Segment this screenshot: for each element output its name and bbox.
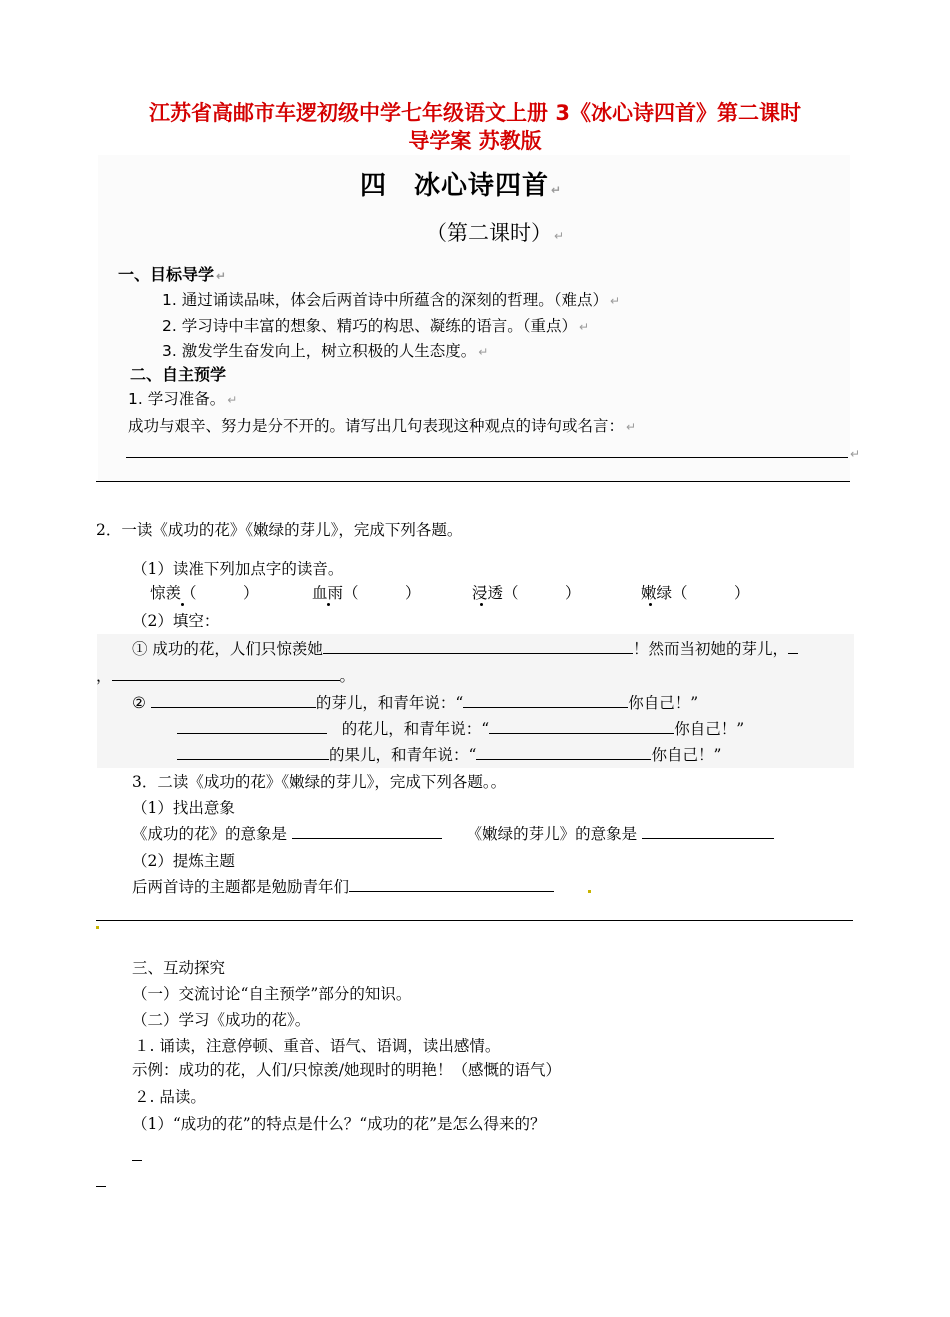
q2-sub1: （1）读准下列加点字的读音。 <box>132 560 344 578</box>
pinyin-item-1: 惊羡（ ） <box>150 584 259 602</box>
blank-line[interactable] <box>476 745 651 760</box>
fill-row-2: 的花儿，和青年说：“ 你自己！” <box>177 719 744 739</box>
answer-line <box>126 457 848 458</box>
answer-line <box>96 920 853 921</box>
blank-line[interactable] <box>642 824 774 839</box>
document-title-line-2: 导学案 苏教版 <box>408 129 542 153</box>
pinyin-item-2: 血雨（ ） <box>312 584 421 602</box>
pinyin-item-4: 嫩绿（ ） <box>641 584 750 602</box>
blank-line[interactable] <box>151 693 316 708</box>
part3-item-2: （二）学习《成功的花》。 <box>132 1011 311 1029</box>
part3-title: 三、互动探究 <box>132 959 226 977</box>
q3-sub2: （2）提炼主题 <box>132 852 235 870</box>
blank-line[interactable] <box>463 693 628 708</box>
blank-line[interactable] <box>349 877 554 892</box>
return-mark-icon: ↵ <box>227 393 238 407</box>
blank-line[interactable] <box>489 719 674 734</box>
emphasis-dot <box>181 603 184 606</box>
blank-line[interactable] <box>292 824 442 839</box>
q2-title: 2．一读《成功的花》《嫩绿的芽儿》，完成下列各题。 <box>96 521 463 539</box>
fill-line-1: ① 成功的花，人们只惊羡她 ！然而当初她的芽儿， <box>132 639 798 659</box>
goal-item-2: 2. 学习诗中丰富的想象、精巧的构思、凝练的语言。（重点） ↵ <box>162 317 590 335</box>
blank-line[interactable] <box>177 745 329 760</box>
return-mark-icon: ↵ <box>554 229 565 243</box>
return-mark-icon: ↵ <box>216 269 227 283</box>
prep-prompt: 成功与艰辛、努力是分不开的。请写出几句表现这种观点的诗句或名言： ↵ <box>128 417 637 435</box>
document-title-line-1: 江苏省高邮市车逻初级中学七年级语文上册 3《冰心诗四首》第二课时 <box>149 101 801 125</box>
answer-line <box>96 481 850 482</box>
return-mark-icon: ↵ <box>551 183 563 197</box>
emphasis-dot <box>480 603 483 606</box>
goal-item-1: 1. 通过诵读品味，体会后两首诗中所蕴含的深刻的哲理。（难点） ↵ <box>162 291 621 309</box>
return-mark-icon: ↵ <box>478 345 489 359</box>
blank-line[interactable] <box>112 666 340 681</box>
section-goals-title: 一、目标导学 ↵ <box>118 265 227 284</box>
yellow-mark <box>96 926 99 929</box>
answer-stub-line <box>96 1186 106 1187</box>
yellow-mark <box>588 890 591 893</box>
emphasis-dot <box>327 603 330 606</box>
lesson-subheading: （第二课时） ↵ <box>426 221 565 245</box>
q3-title: 3．二读《成功的花》《嫩绿的芽儿》，完成下列各题。。 <box>132 773 507 791</box>
emphasis-dot <box>649 603 652 606</box>
part3-question: （1）“成功的花”的特点是什么？“成功的花”是怎么得来的？ <box>132 1115 546 1133</box>
goal-item-3: 3. 激发学生奋发向上，树立积极的人生态度。 ↵ <box>162 342 489 360</box>
q2-sub2: （2）填空： <box>132 612 220 630</box>
answer-stub-line <box>132 1160 142 1161</box>
fill-line-1-cont: ， 。 <box>96 667 356 685</box>
fill-row-3: 的果儿，和青年说：“ 你自己！” <box>177 745 721 765</box>
part3-example: 示例：成功的花，人们/只惊羡/她现时的明艳！（感慨的语气） <box>132 1061 561 1079</box>
part3-item-1: （一）交流讨论“自主预学”部分的知识。 <box>132 985 412 1003</box>
q3-sub1: （1）找出意象 <box>132 799 235 817</box>
q3-imagery-line: 《成功的花》的意象是 《嫩绿的芽儿》的意象是 <box>132 824 774 844</box>
lesson-heading: 四 冰心诗四首 ↵ <box>360 171 563 201</box>
section-prestudy-title: 二、自主预学 <box>130 365 227 384</box>
q3-theme-line: 后两首诗的主题都是勉励青年们 <box>132 877 554 897</box>
prep-title: 1. 学习准备。 ↵ <box>128 390 238 408</box>
blank-line[interactable] <box>323 639 633 654</box>
blank-line[interactable] <box>788 639 798 654</box>
scanned-textbook-image <box>98 155 861 481</box>
return-mark-icon: ↵ <box>850 447 861 461</box>
return-mark-icon: ↵ <box>626 420 637 434</box>
return-mark-icon: ↵ <box>578 320 590 334</box>
part3-taste: ２. 品读。 <box>134 1088 206 1106</box>
fill-row-1: ② 的芽儿，和青年说：“ 你自己！” <box>132 694 699 712</box>
pinyin-item-3: 浸透（ ） <box>472 584 581 602</box>
return-mark-icon: ↵ <box>609 294 621 308</box>
blank-line[interactable] <box>177 719 327 734</box>
part3-read: １. 诵读，注意停顿、重音、语气、语调，读出感情。 <box>134 1037 501 1055</box>
